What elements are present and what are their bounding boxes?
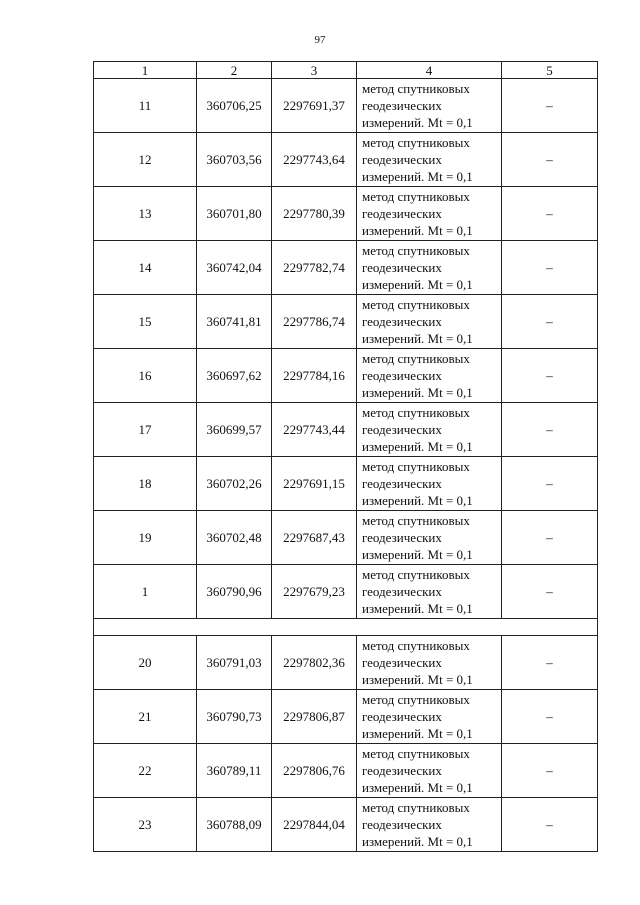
y-coordinate-cell: 2297806,76	[272, 744, 357, 798]
note-cell: –	[502, 690, 598, 744]
method-text-line: геодезических	[362, 152, 442, 167]
x-coordinate-cell: 360791,03	[197, 636, 272, 690]
note-cell: –	[502, 187, 598, 241]
point-number-cell: 16	[94, 349, 197, 403]
method-text-line: метод спутниковых	[362, 638, 470, 653]
method-text-line: метод спутниковых	[362, 513, 470, 528]
method-text-line: геодезических	[362, 530, 442, 545]
x-coordinate-cell: 360702,48	[197, 511, 272, 565]
method-cell	[357, 744, 502, 798]
method-text-line: метод спутниковых	[362, 692, 470, 707]
y-coordinate-cell: 2297786,74	[272, 295, 357, 349]
method-text-line: метод спутниковых	[362, 243, 470, 258]
method-cell	[357, 133, 502, 187]
method-text-line: метод спутниковых	[362, 405, 470, 420]
table-row	[94, 690, 598, 744]
y-coordinate-cell: 2297743,44	[272, 403, 357, 457]
point-number-cell: 20	[94, 636, 197, 690]
method-text-line: измерений. Mt = 0,1	[362, 439, 473, 454]
method-text-line: метод спутниковых	[362, 135, 470, 150]
method-text-line: измерений. Mt = 0,1	[362, 547, 473, 562]
table-row	[94, 565, 598, 619]
method-text-line: метод спутниковых	[362, 567, 470, 582]
point-number-cell: 12	[94, 133, 197, 187]
method-text-line: метод спутниковых	[362, 189, 470, 204]
y-coordinate-cell: 2297844,04	[272, 798, 357, 852]
table-row	[94, 457, 598, 511]
note-cell: –	[502, 133, 598, 187]
x-coordinate-cell: 360742,04	[197, 241, 272, 295]
y-coordinate-cell: 2297687,43	[272, 511, 357, 565]
note-cell: –	[502, 79, 598, 133]
x-coordinate-cell: 360789,11	[197, 744, 272, 798]
table-row	[94, 798, 598, 852]
method-text-line: измерений. Mt = 0,1	[362, 385, 473, 400]
method-text-line: геодезических	[362, 709, 442, 724]
header-cell-2: 2	[197, 62, 272, 79]
method-text-line: геодезических	[362, 763, 442, 778]
method-text-line: геодезических	[362, 655, 442, 670]
method-text-line: измерений. Mt = 0,1	[362, 672, 473, 687]
method-text-line: метод спутниковых	[362, 800, 470, 815]
note-cell: –	[502, 403, 598, 457]
method-cell	[357, 187, 502, 241]
method-cell	[357, 457, 502, 511]
point-number-cell: 18	[94, 457, 197, 511]
point-number-cell: 1	[94, 565, 197, 619]
point-number-cell: 21	[94, 690, 197, 744]
y-coordinate-cell: 2297806,87	[272, 690, 357, 744]
method-text-line: метод спутниковых	[362, 81, 470, 96]
header-row	[94, 62, 598, 79]
table-row	[94, 636, 598, 690]
method-text-line: метод спутниковых	[362, 297, 470, 312]
header-cell-3: 3	[272, 62, 357, 79]
method-cell	[357, 295, 502, 349]
method-text-line: геодезических	[362, 260, 442, 275]
method-cell	[357, 511, 502, 565]
note-cell: –	[502, 511, 598, 565]
method-text-line: геодезических	[362, 584, 442, 599]
method-text-line: геодезических	[362, 314, 442, 329]
method-text-line: метод спутниковых	[362, 351, 470, 366]
method-cell	[357, 79, 502, 133]
table-row	[94, 133, 598, 187]
header-cell-1: 1	[94, 62, 197, 79]
method-text-line: геодезических	[362, 368, 442, 383]
method-cell	[357, 349, 502, 403]
method-cell	[357, 636, 502, 690]
method-cell	[357, 798, 502, 852]
method-text-line: измерений. Mt = 0,1	[362, 115, 473, 130]
table-row	[94, 295, 598, 349]
x-coordinate-cell: 360703,56	[197, 133, 272, 187]
separator-row	[94, 619, 598, 636]
x-coordinate-cell: 360741,81	[197, 295, 272, 349]
method-text-line: измерений. Mt = 0,1	[362, 331, 473, 346]
table-row	[94, 511, 598, 565]
point-number-cell: 13	[94, 187, 197, 241]
y-coordinate-cell: 2297802,36	[272, 636, 357, 690]
method-text-line: геодезических	[362, 98, 442, 113]
method-text-line: измерений. Mt = 0,1	[362, 493, 473, 508]
x-coordinate-cell: 360702,26	[197, 457, 272, 511]
x-coordinate-cell: 360699,57	[197, 403, 272, 457]
y-coordinate-cell: 2297782,74	[272, 241, 357, 295]
table-row	[94, 349, 598, 403]
method-cell	[357, 403, 502, 457]
table-row	[94, 744, 598, 798]
method-text-line: метод спутниковых	[362, 746, 470, 761]
method-cell	[357, 690, 502, 744]
method-text-line: измерений. Mt = 0,1	[362, 780, 473, 795]
note-cell: –	[502, 295, 598, 349]
method-text-line: метод спутниковых	[362, 459, 470, 474]
table-row	[94, 187, 598, 241]
table-row	[94, 403, 598, 457]
method-text-line: измерений. Mt = 0,1	[362, 834, 473, 849]
method-text-line: геодезических	[362, 422, 442, 437]
method-text-line: геодезических	[362, 817, 442, 832]
note-cell: –	[502, 241, 598, 295]
separator-cell	[94, 619, 598, 636]
header-cell-5: 5	[502, 62, 598, 79]
note-cell: –	[502, 457, 598, 511]
note-cell: –	[502, 744, 598, 798]
method-text-line: измерений. Mt = 0,1	[362, 169, 473, 184]
table-row	[94, 241, 598, 295]
table-row	[94, 79, 598, 133]
note-cell: –	[502, 349, 598, 403]
y-coordinate-cell: 2297679,23	[272, 565, 357, 619]
method-text-line: геодезических	[362, 476, 442, 491]
coordinates-table	[93, 61, 598, 852]
method-text-line: измерений. Mt = 0,1	[362, 277, 473, 292]
point-number-cell: 15	[94, 295, 197, 349]
y-coordinate-cell: 2297691,15	[272, 457, 357, 511]
page-number: 97	[314, 34, 326, 46]
method-text-line: измерений. Mt = 0,1	[362, 601, 473, 616]
method-text-line: измерений. Mt = 0,1	[362, 223, 473, 238]
method-text-line: геодезических	[362, 206, 442, 221]
x-coordinate-cell: 360790,96	[197, 565, 272, 619]
method-cell	[357, 241, 502, 295]
x-coordinate-cell: 360697,62	[197, 349, 272, 403]
y-coordinate-cell: 2297743,64	[272, 133, 357, 187]
point-number-cell: 22	[94, 744, 197, 798]
method-text-line: измерений. Mt = 0,1	[362, 726, 473, 741]
x-coordinate-cell: 360788,09	[197, 798, 272, 852]
note-cell: –	[502, 636, 598, 690]
y-coordinate-cell: 2297780,39	[272, 187, 357, 241]
x-coordinate-cell: 360706,25	[197, 79, 272, 133]
note-cell: –	[502, 798, 598, 852]
point-number-cell: 23	[94, 798, 197, 852]
y-coordinate-cell: 2297691,37	[272, 79, 357, 133]
point-number-cell: 19	[94, 511, 197, 565]
header-cell-4: 4	[357, 62, 502, 79]
x-coordinate-cell: 360701,80	[197, 187, 272, 241]
point-number-cell: 14	[94, 241, 197, 295]
x-coordinate-cell: 360790,73	[197, 690, 272, 744]
method-cell	[357, 565, 502, 619]
note-cell: –	[502, 565, 598, 619]
y-coordinate-cell: 2297784,16	[272, 349, 357, 403]
point-number-cell: 17	[94, 403, 197, 457]
point-number-cell: 11	[94, 79, 197, 133]
